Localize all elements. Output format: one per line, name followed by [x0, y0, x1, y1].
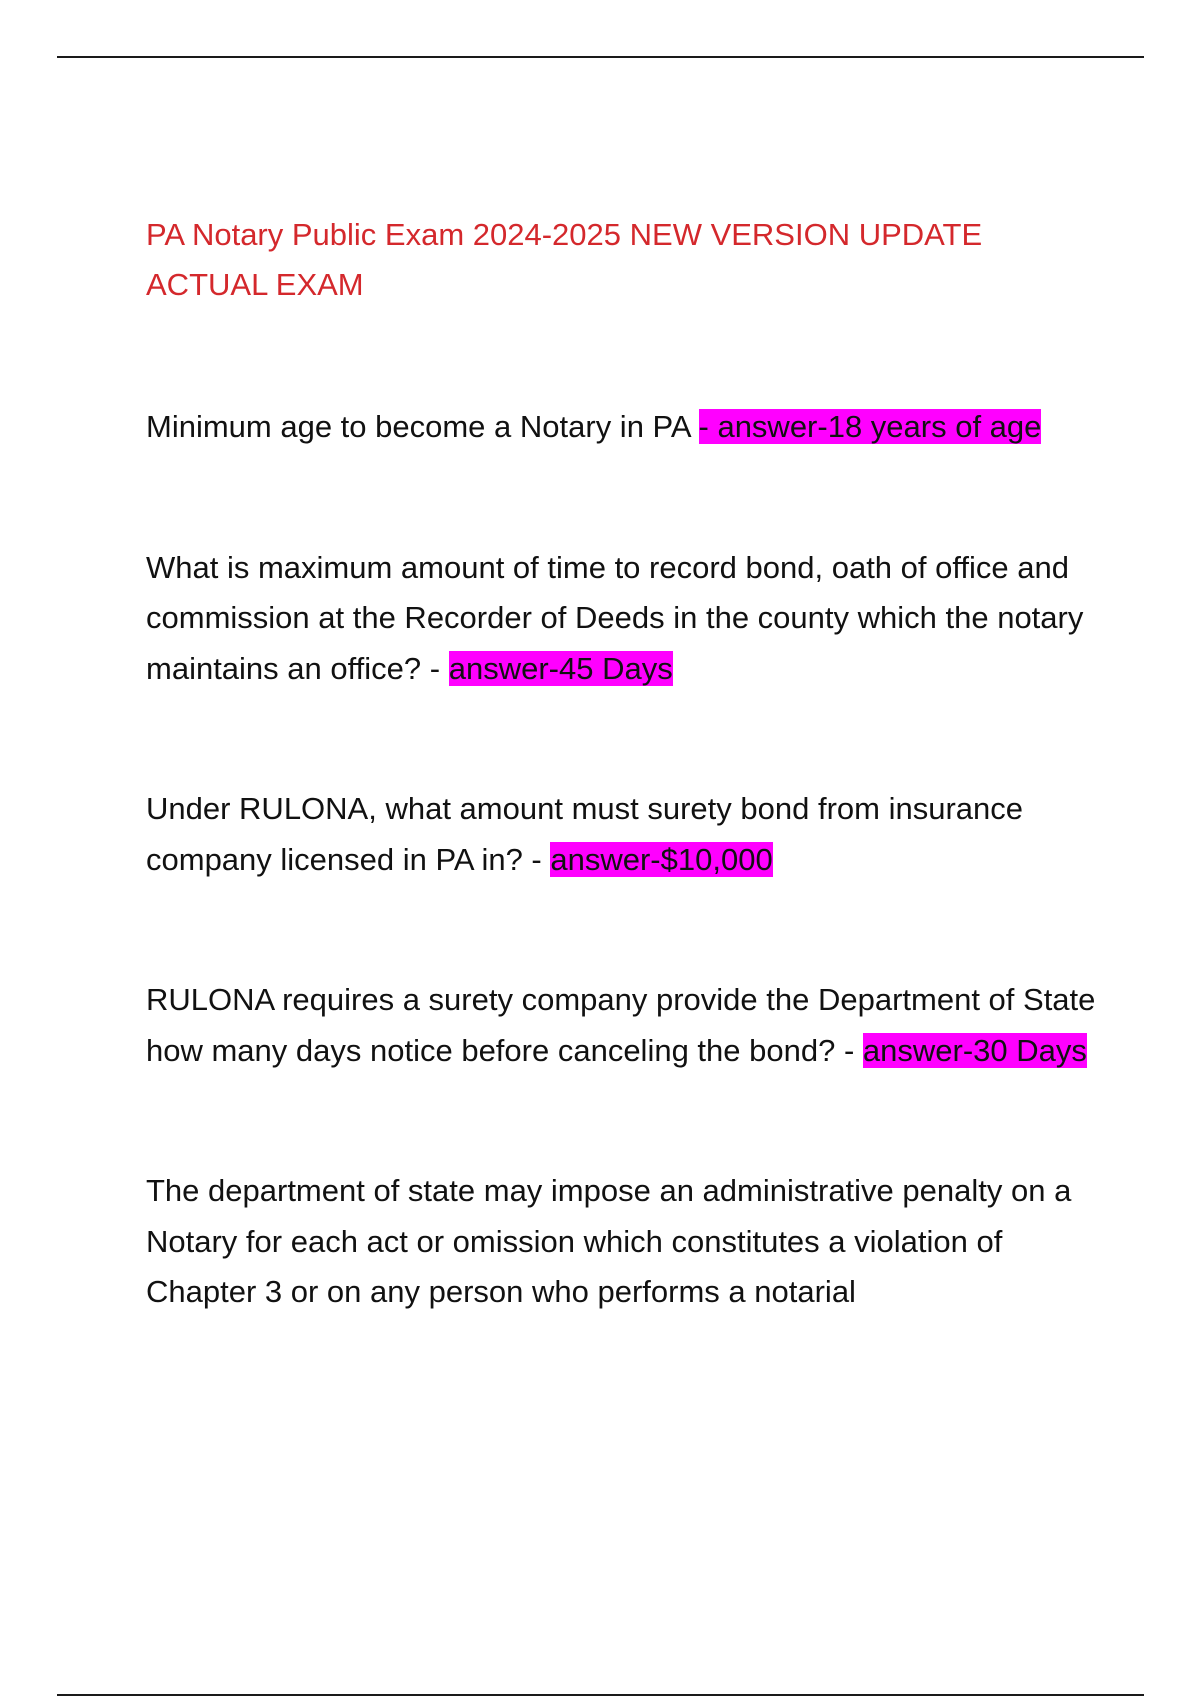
question-text: What is maximum amount of time to record bond, oath of office and commission at the Recorder of Deeds in the county which the notary maintains an office? - — [146, 549, 1084, 686]
question-text: The department of state may impose an administrative penalty on a Notary for each act or omission which constitutes a violation of Chapter 3 or on any person who performs a notarial — [146, 1173, 1072, 1309]
bottom-rule — [57, 1694, 1144, 1696]
answer-highlight: answer-45 Days — [448, 650, 673, 686]
qa-item-3 — [146, 784, 1106, 885]
answer-highlight: - answer-18 years of age — [698, 409, 1042, 444]
question-text: Minimum age to become a Notary in PA — [146, 409, 699, 444]
qa-item-1 — [146, 402, 1106, 453]
document-body — [146, 210, 1106, 1408]
qa-item-2 — [146, 543, 1106, 695]
question-text: RULONA requires a surety company provide the Department of State how many days notice before canceling the bond? - — [146, 982, 1096, 1068]
qa-item-5 — [146, 1166, 1106, 1318]
top-rule — [57, 56, 1144, 58]
document-title: PA Notary Public Exam 2024-2025 NEW VERSION UPDATE ACTUAL EXAM — [146, 217, 983, 302]
answer-highlight: answer-30 Days — [862, 1032, 1087, 1068]
answer-highlight: answer-$10,000 — [550, 841, 773, 877]
qa-item-4 — [146, 975, 1106, 1076]
question-text: Under RULONA, what amount must surety bond from insurance company licensed in PA in? - — [146, 791, 1023, 877]
